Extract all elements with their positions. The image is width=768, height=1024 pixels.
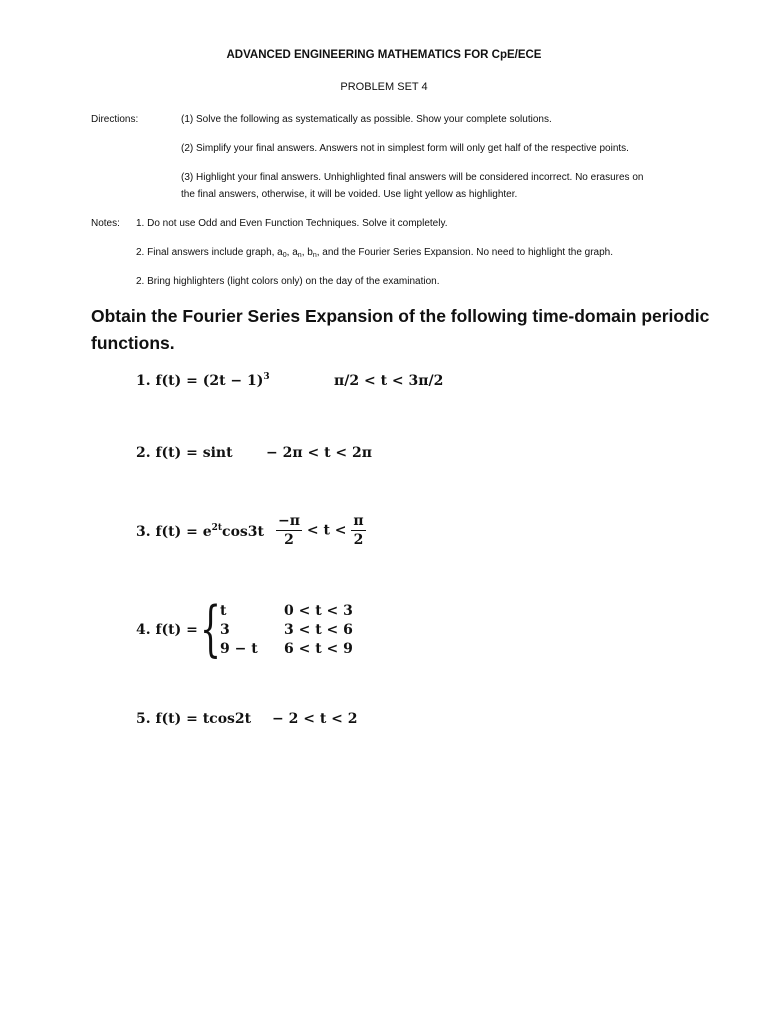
problem-4-case-2-range: 3 < t < 6 bbox=[284, 622, 353, 638]
problem-2-number: 2. bbox=[136, 445, 151, 461]
problem-3-upper-fraction: $\frac{\pi}{2}$ bbox=[353, 513, 364, 548]
note-item-2: 2. Final answers include graph, $a_0$, $a_n$, $b_n$, and the Fourier Series Expansion. No need to highlight the graph. bbox=[136, 247, 614, 259]
problem-5-function: f(t) = tcos2t bbox=[155, 711, 252, 727]
problem-4-case-2-expr: 3 bbox=[220, 622, 230, 638]
problem-1-function: f(t) = (2t − 1) bbox=[155, 373, 264, 389]
direction-item-2: (2) Simplify your final answers. Answers not in simplest form will only get half of the respective points. bbox=[181, 143, 629, 154]
direction-item-3-cont: the final answers, otherwise, it will be voided. Use light yellow as highlighter. bbox=[181, 189, 518, 200]
instruction-line-1: Obtain the Fourier Series Expansion of the following time-domain periodic bbox=[91, 306, 710, 326]
problem-5 bbox=[136, 711, 251, 727]
problem-2-range: − 2π < t < 2π bbox=[266, 445, 373, 461]
problem-5-range: − 2 < t < 2 bbox=[272, 711, 358, 727]
problem-1-range: π/2 < t < 3π/2 bbox=[334, 373, 444, 389]
problem-1: 1. $f(t) = (2t - 1)^3$ bbox=[136, 372, 270, 389]
problem-4 bbox=[136, 622, 198, 638]
problem-4-case-3-range: 6 < t < 9 bbox=[284, 641, 353, 657]
note-item-1: 1. Do not use Odd and Even Function Techniques. Solve it completely. bbox=[136, 218, 448, 229]
problem-4-function: f(t) = bbox=[155, 622, 198, 638]
problem-4-case-1-expr: t bbox=[220, 603, 227, 619]
problem-4-case-ranges bbox=[284, 602, 353, 659]
problem-5-number: 5. bbox=[136, 711, 151, 727]
instruction-line-2: functions. bbox=[91, 333, 175, 353]
problem-4-number: 4. bbox=[136, 622, 151, 638]
direction-item-1: (1) Solve the following as systematically as possible. Show your complete solutions. bbox=[181, 114, 552, 125]
problem-2 bbox=[136, 445, 233, 461]
notes-label: Notes: bbox=[91, 218, 120, 229]
course-title: ADVANCED ENGINEERING MATHEMATICS FOR CpE/ECE bbox=[226, 49, 542, 61]
problem-4-brace: { bbox=[200, 594, 222, 664]
problem-3-range: $\frac{-\pi}{2}$ < t < $\frac{\pi}{2}$ bbox=[278, 513, 364, 548]
problem-4-case-1-range: 0 < t < 3 bbox=[284, 603, 353, 619]
note-item-3: 2. Bring highlighters (light colors only) on the day of the examination. bbox=[136, 276, 440, 287]
problem-3-function-b: cos3t bbox=[222, 524, 264, 540]
problem-3-number: 3. bbox=[136, 524, 151, 540]
problem-3: 3. $f(t) = e^{2t}\cos 3t$ bbox=[136, 523, 264, 540]
directions-label: Directions: bbox=[91, 114, 139, 125]
direction-item-3: (3) Highlight your final answers. Unhighlighted final answers will be considered incorrect. No erasures on bbox=[181, 172, 644, 183]
problem-set-title: PROBLEM SET 4 bbox=[340, 81, 428, 93]
problem-4-case-3-expr: 9 − t bbox=[220, 641, 258, 657]
problem-4-case-exprs bbox=[220, 602, 258, 659]
problem-2-function: f(t) = sint bbox=[155, 445, 233, 461]
problem-1-number: 1. bbox=[136, 373, 151, 389]
problem-3-function-a: f(t) = e bbox=[155, 524, 212, 540]
problem-3-lower-fraction: $\frac{-\pi}{2}$ bbox=[278, 513, 300, 548]
